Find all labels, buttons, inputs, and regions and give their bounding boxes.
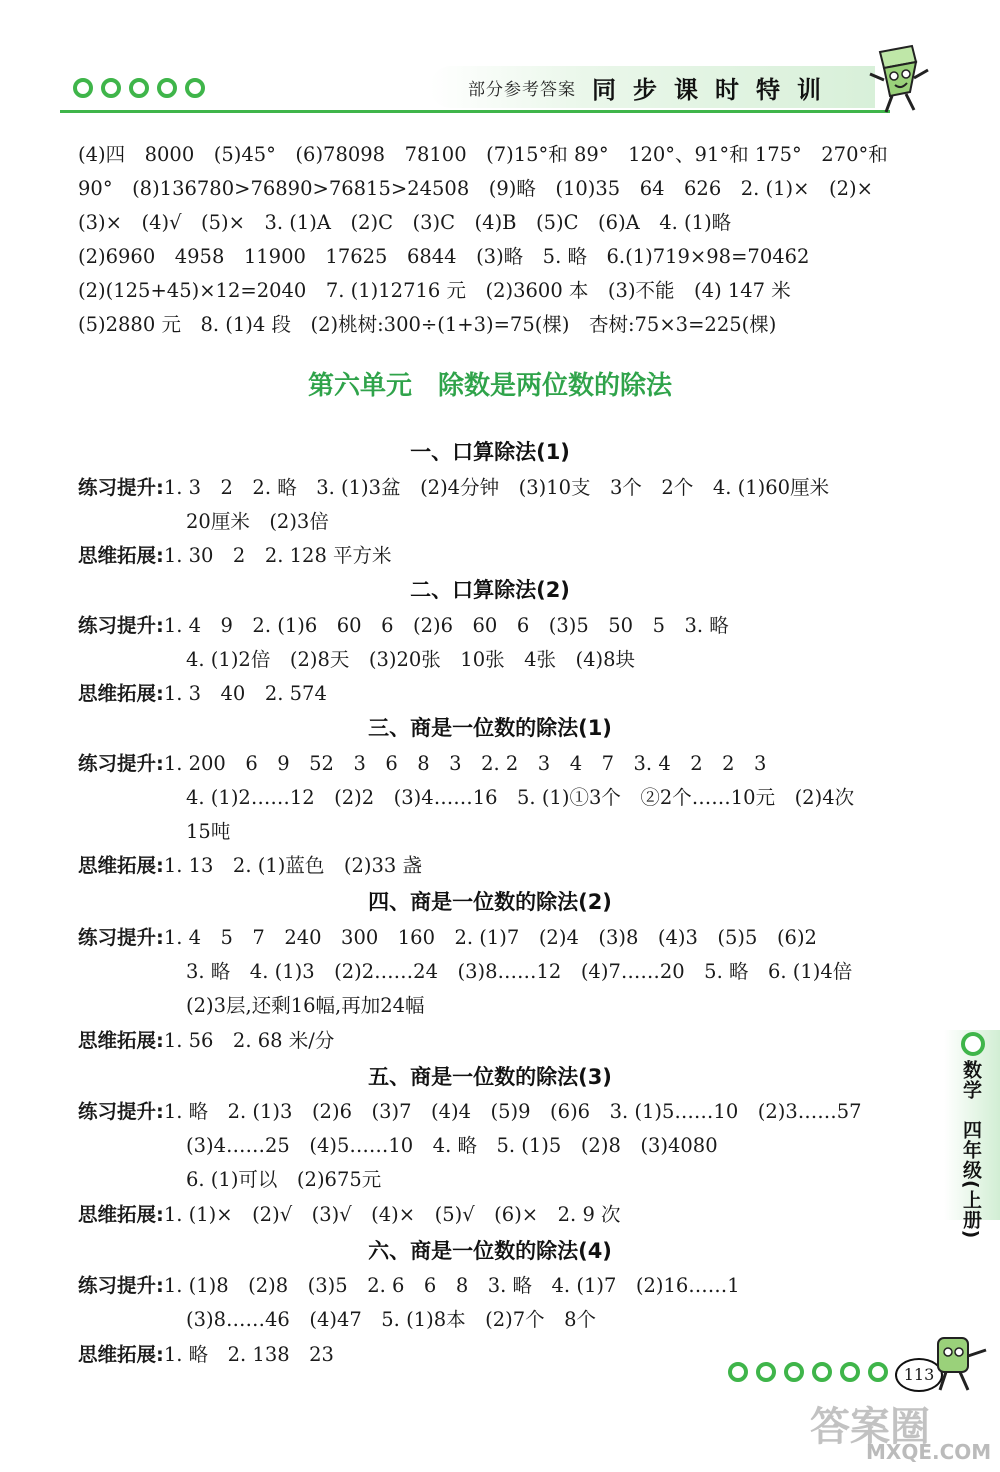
- header-title: 同步课时特训: [592, 76, 838, 104]
- circle-icon: [784, 1362, 804, 1382]
- answer-text: 1. 200 6 9 52 3 6 8 3 2. 2 3 4 7 3. 4 2 2 3: [163, 752, 767, 775]
- mascot-icon: [920, 1330, 992, 1400]
- circle-icon: [840, 1362, 860, 1382]
- answer-line: (2)(125+45)×12=2040 7. (1)12716 元 (2)3600 本 (3)不能 (4) 147 米: [78, 279, 791, 302]
- section-title: 二、口算除法(2): [410, 578, 570, 602]
- answer-line: [78, 850, 422, 878]
- page-number: 113: [895, 1358, 943, 1392]
- answer-line: [78, 1270, 740, 1298]
- answer-line: [78, 1199, 621, 1227]
- answer-line: [78, 1025, 334, 1053]
- header-subtitle: 部分参考答案: [468, 80, 576, 100]
- watermark-url: MXQE.COM: [866, 1440, 992, 1464]
- watermark-logo: 答案圈: [810, 1404, 930, 1450]
- answer-line: (3)× (4)√ (5)× 3. (1)A (2)C (3)C (4)B (5)C (6)A 4. (1)略: [78, 211, 732, 234]
- answer-line: (2)3层,还剩16幅,再加24幅: [186, 994, 425, 1017]
- answer-text: 1. 4 5 7 240 300 160 2. (1)7 (2)4 (3)8 (4)3 (5)5 (6)2: [163, 926, 817, 949]
- answer-line: [78, 472, 829, 500]
- pencil-mascot-icon: [862, 40, 932, 118]
- practice-label: 练习提升:: [78, 1274, 164, 1297]
- decorative-circles-top: [73, 78, 205, 98]
- answer-line: 90° (8)136780>76890>76815>24508 (9)略 (10)35 64 626 2. (1)× (2)×: [78, 177, 873, 200]
- thinking-label: 思维拓展:: [78, 1343, 164, 1366]
- circle-icon: [868, 1362, 888, 1382]
- circle-icon: [101, 78, 121, 98]
- practice-label: 练习提升:: [78, 1100, 164, 1123]
- answer-line: (4)四 8000 (5)45° (6)78098 78100 (7)15°和 89° 120°、91°和 175° 270°和: [78, 143, 888, 166]
- side-tab-label: 数学 四年级(上册): [960, 1060, 982, 1240]
- circle-icon: [756, 1362, 776, 1382]
- answer-text: 1. 56 2. 68 米/分: [163, 1029, 335, 1052]
- circle-icon: [812, 1362, 832, 1382]
- answer-line: [78, 748, 766, 776]
- answer-text: 1. 13 2. (1)蓝色 (2)33 盏: [163, 854, 422, 877]
- answer-text: 1. (1)8 (2)8 (3)5 2. 6 6 8 3. 略 4. (1)7 (2)16……1: [163, 1274, 740, 1297]
- answer-text: 1. 30 2 2. 128 平方米: [163, 544, 392, 567]
- answer-text: 1. 3 2 2. 略 3. (1)3盆 (2)4分钟 (3)10支 3个 2个 4. (1)60厘米: [163, 476, 830, 499]
- answer-line: 6. (1)可以 (2)675元: [186, 1168, 382, 1191]
- answer-line: [78, 540, 392, 568]
- thinking-label: 思维拓展:: [78, 854, 164, 877]
- section-title: 四、商是一位数的除法(2): [368, 890, 612, 914]
- section-title: 六、商是一位数的除法(4): [368, 1239, 612, 1263]
- circle-icon: [728, 1362, 748, 1382]
- decorative-circles-bottom: [728, 1362, 888, 1382]
- answer-line: [78, 610, 729, 638]
- thinking-label: 思维拓展:: [78, 1203, 164, 1226]
- answer-text: 1. 略 2. (1)3 (2)6 (3)7 (4)4 (5)9 (6)6 3. (1)5……10 (2)3……57: [163, 1100, 862, 1123]
- thinking-label: 思维拓展:: [78, 544, 164, 567]
- answer-line: [78, 922, 817, 950]
- answer-line: 20厘米 (2)3倍: [186, 510, 329, 533]
- answer-text: 1. 3 40 2. 574: [163, 682, 327, 705]
- answer-line: 3. 略 4. (1)3 (2)2……24 (3)8……12 (4)7……20 5. 略 6. (1)4倍: [186, 960, 853, 983]
- circle-icon: [961, 1032, 985, 1056]
- answer-line: [78, 678, 327, 706]
- practice-label: 练习提升:: [78, 614, 164, 637]
- section-title: 三、商是一位数的除法(1): [368, 716, 612, 740]
- section-title: 五、商是一位数的除法(3): [368, 1065, 612, 1089]
- answer-line: 15吨: [186, 820, 231, 843]
- answer-text: 1. 4 9 2. (1)6 60 6 (2)6 60 6 (3)5 50 5 3. 略: [163, 614, 729, 637]
- answer-line: (2)6960 4958 11900 17625 6844 (3)略 5. 略 6.(1)719×98=70462: [78, 245, 810, 268]
- practice-label: 练习提升:: [78, 752, 164, 775]
- circle-icon: [157, 78, 177, 98]
- section-title: 一、口算除法(1): [410, 440, 570, 464]
- circle-icon: [185, 78, 205, 98]
- practice-label: 练习提升:: [78, 926, 164, 949]
- answer-line: [78, 1096, 862, 1124]
- answer-line: (5)2880 元 8. (1)4 段 (2)桃树:300÷(1+3)=75(棵) 杏树:75×3=225(棵): [78, 313, 777, 336]
- unit-title: 第六单元 除数是两位数的除法: [307, 371, 672, 401]
- circle-icon: [73, 78, 93, 98]
- answer-line: [78, 1339, 334, 1367]
- circle-icon: [129, 78, 149, 98]
- header-divider: [60, 110, 890, 113]
- answer-text: 1. 略 2. 138 23: [163, 1343, 334, 1366]
- answer-text: 1. (1)× (2)√ (3)√ (4)× (5)√ (6)× 2. 9 次: [163, 1203, 621, 1226]
- practice-label: 练习提升:: [78, 476, 164, 499]
- thinking-label: 思维拓展:: [78, 1029, 164, 1052]
- answer-line: (3)8……46 (4)47 5. (1)8本 (2)7个 8个: [186, 1308, 597, 1331]
- answer-line: (3)4……25 (4)5……10 4. 略 5. (1)5 (2)8 (3)4080: [186, 1134, 718, 1157]
- answer-line: 4. (1)2……12 (2)2 (3)4……16 5. (1)①3个 ②2个……10元 (2)4次: [186, 786, 855, 809]
- thinking-label: 思维拓展:: [78, 682, 164, 705]
- answer-line: 4. (1)2倍 (2)8天 (3)20张 10张 4张 (4)8块: [186, 648, 636, 671]
